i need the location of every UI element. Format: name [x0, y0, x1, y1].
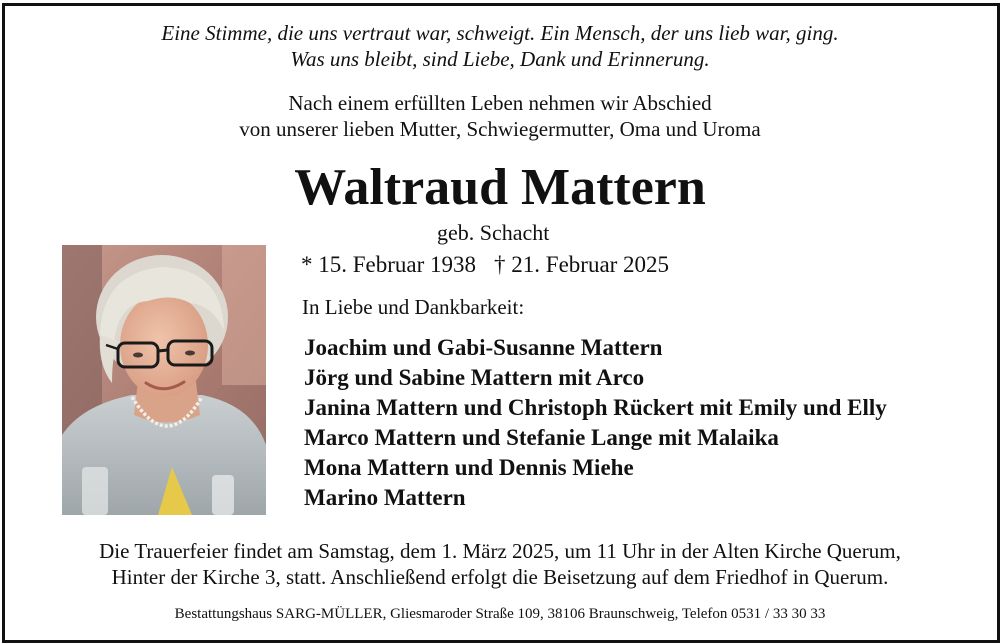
dedication-label: In Liebe und Dankbarkeit: — [302, 295, 525, 319]
birth-date: * 15. Februar 1938 — [301, 252, 477, 277]
verse-line-1: Eine Stimme, die uns vertraut war, schweigt. Ein Mensch, der uns lieb war, ging. — [161, 21, 839, 45]
mourner-name: Janina Mattern und Christoph Rückert mit Emily und Elly — [304, 395, 887, 420]
mourner-name: Marino Mattern — [304, 485, 466, 510]
funeral-home-footer: Bestattungshaus SARG-MÜLLER, Gliesmaroder Straße 109, 38106 Braunschweig, Telefon 0531 / 33 30 33 — [174, 606, 826, 622]
portrait-photo — [62, 245, 266, 515]
mourner-name: Joachim und Gabi-Susanne Mattern — [304, 335, 663, 360]
mourner-name: Jörg und Sabine Mattern mit Arco — [304, 365, 645, 390]
mourner-name: Mona Mattern und Dennis Miehe — [304, 455, 634, 480]
mourners-list — [304, 333, 887, 513]
verse-line-2: Was uns bleibt, sind Liebe, Dank und Erinnerung. — [290, 47, 710, 71]
service-details — [0, 538, 1000, 590]
mourner-name: Marco Mattern und Stefanie Lange mit Malaika — [304, 425, 779, 450]
service-line-2: Hinter der Kirche 3, statt. Anschließend erfolgt die Beisetzung auf dem Friedhof in Querum. — [111, 565, 889, 589]
life-dates — [301, 251, 669, 279]
death-date: † 21. Februar 2025 — [494, 252, 670, 277]
intro-line-2: von unserer lieben Mutter, Schwiegermutter, Oma und Uroma — [239, 117, 761, 141]
intro-line-1: Nach einem erfüllten Leben nehmen wir Abschied — [288, 91, 712, 115]
birth-name: geb. Schacht — [437, 220, 550, 245]
service-line-1: Die Trauerfeier findet am Samstag, dem 1. März 2025, um 11 Uhr in der Alten Kirche Querum, — [99, 539, 901, 563]
deceased-name: Waltraud Mattern — [294, 159, 706, 216]
